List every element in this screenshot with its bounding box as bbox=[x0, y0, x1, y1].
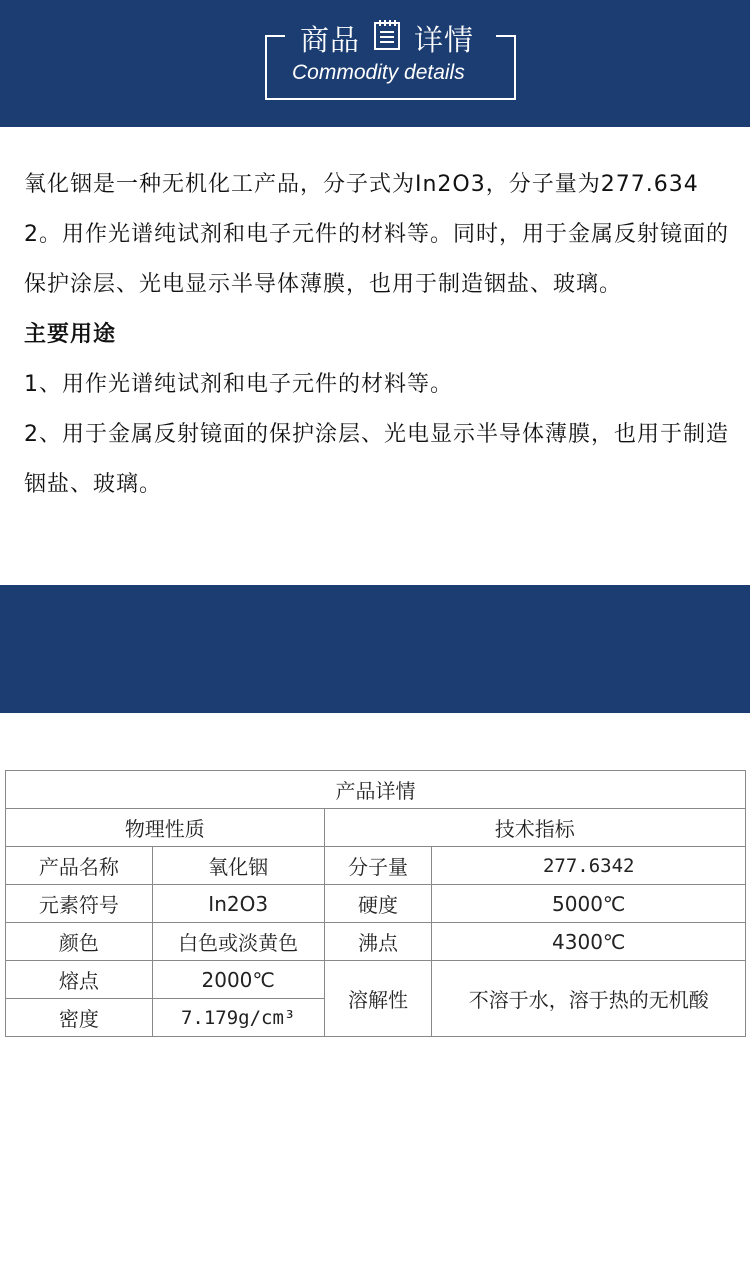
table-header-row bbox=[6, 809, 746, 847]
section-subtitle: Commodity details bbox=[292, 61, 465, 84]
row-label: 溶解性 bbox=[324, 961, 432, 1037]
section-title-left: 化学 bbox=[301, 1196, 362, 1230]
row-label: 产品名称 bbox=[6, 847, 153, 885]
uses-heading: 主要用途 bbox=[24, 322, 117, 347]
table-header-technical: 技术指标 bbox=[324, 809, 745, 847]
section-title-left: 商品 bbox=[300, 23, 361, 57]
section-header-commodity bbox=[0, 0, 750, 127]
table-caption-row bbox=[6, 771, 746, 809]
description-paragraph: 氧化铟是一种无机化工产品，分子式为In2O3，分子量为277.6342。用作光谱纯试剂和电子元件的材料等。同时，用于金属反射镜面的保护涂层、光电显示半导体薄膜，也用于制造铟盐、玻璃。 bbox=[24, 172, 729, 297]
row-label: 熔点 bbox=[6, 961, 153, 999]
section-title-right: 成分 bbox=[425, 1196, 486, 1230]
row-label: 颜色 bbox=[6, 923, 153, 961]
row-value: 氧化铟 bbox=[152, 847, 324, 885]
row-label: 密度 bbox=[6, 999, 153, 1037]
row-label: 元素符号 bbox=[6, 885, 153, 923]
row-value: 277.6342 bbox=[432, 847, 746, 885]
row-value: 2000℃ bbox=[152, 961, 324, 999]
table-row bbox=[6, 923, 746, 961]
row-value: 4300℃ bbox=[432, 923, 746, 961]
product-description bbox=[24, 160, 729, 510]
notepad-icon bbox=[372, 19, 402, 58]
use-item-2: 2、用于金属反射镜面的保护涂层、光电显示半导体薄膜，也用于制造铟盐、玻璃。 bbox=[24, 422, 729, 497]
table-row bbox=[6, 961, 746, 999]
row-value: 白色或淡黄色 bbox=[152, 923, 324, 961]
section-title bbox=[300, 18, 474, 59]
row-label: 硬度 bbox=[324, 885, 432, 923]
spec-table bbox=[5, 770, 746, 1037]
row-value: In2O3 bbox=[152, 885, 324, 923]
table-header-physical: 物理性质 bbox=[6, 809, 325, 847]
use-item-1: 1、用作光谱纯试剂和电子元件的材料等。 bbox=[24, 372, 453, 397]
table-row bbox=[6, 885, 746, 923]
section-subtitle: Chemical composition bbox=[276, 1232, 482, 1255]
row-value: 5000℃ bbox=[432, 885, 746, 923]
row-value: 不溶于水，溶于热的无机酸 bbox=[432, 961, 746, 1037]
section-title-right: 详情 bbox=[414, 23, 475, 57]
table-row bbox=[6, 847, 746, 885]
row-label: 分子量 bbox=[324, 847, 432, 885]
section-title bbox=[301, 1189, 485, 1234]
row-value: 7.179g/cm³ bbox=[152, 999, 324, 1037]
molecule-icon bbox=[373, 1189, 413, 1234]
table-caption: 产品详情 bbox=[6, 771, 746, 809]
row-label: 沸点 bbox=[324, 923, 432, 961]
